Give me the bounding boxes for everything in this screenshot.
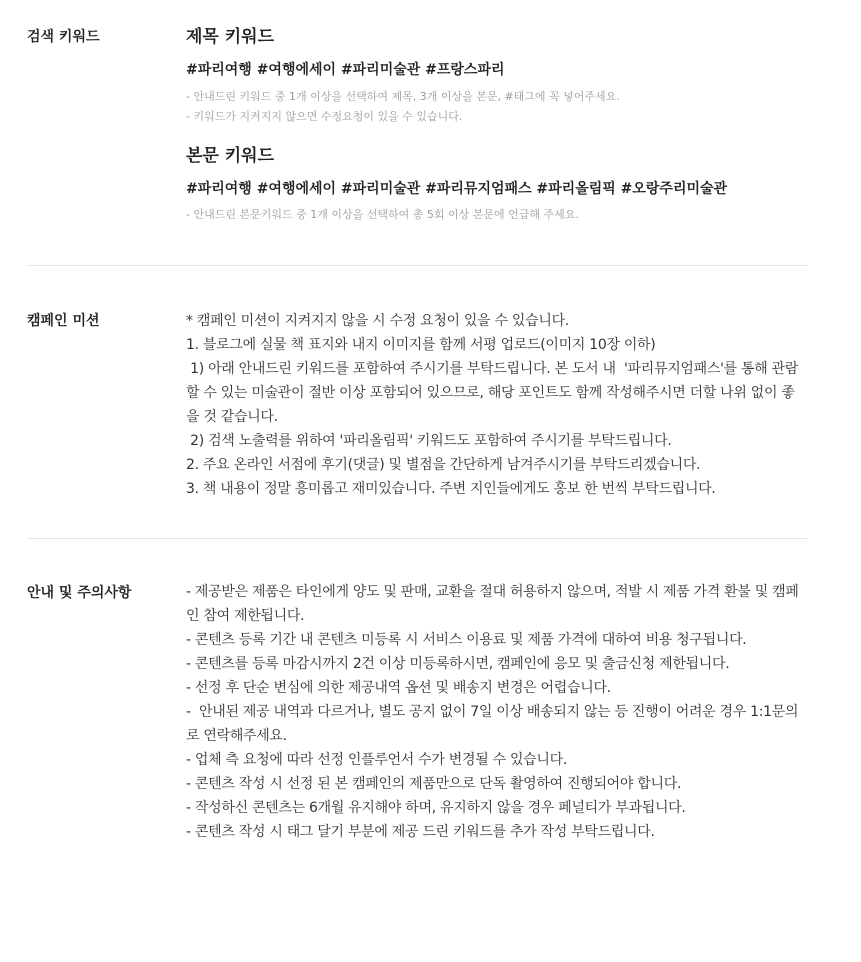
title-keywords-note: - 안내드린 키워드 중 1개 이상을 선택하여 제목, 3개 이상을 본문, #태그에 꼭 넣어주세요. xyxy=(186,90,620,103)
notice-line: - 콘텐츠를 등록 마감시까지 2건 이상 미등록하시면, 캠페인에 응모 및 출금신청 제한됩니다. xyxy=(186,656,730,672)
notice-line: - 제공받은 제품은 타인에게 양도 및 판매, 교환을 절대 허용하지 않으며, 적발 시 제품 가격 환불 및 캠페 xyxy=(186,584,799,600)
mission-line: 할 수 있는 미술관이 절반 이상 포함되어 있으므로, 해당 포인트도 함께 작성해주시면 더할 나위 없이 좋 xyxy=(186,385,795,401)
notice-line: - 업체 측 요청에 따라 선정 인플루언서 수가 변경될 수 있습니다. xyxy=(186,752,568,768)
body-keywords-heading: 본문 키워드 xyxy=(186,146,275,166)
mission-line: 1) 아래 안내드린 키워드를 포함하여 주시기를 부탁드립니다. 본 도서 내 '파리뮤지엄패스'를 통해 관람 xyxy=(186,361,799,377)
title-keywords-tags: #파리여행 #여행에세이 #파리미술관 #프랑스파리 xyxy=(186,62,505,78)
body-keywords-tags: #파리여행 #여행에세이 #파리미술관 #파리뮤지엄패스 #파리올림픽 #오랑주리미술관 xyxy=(186,181,728,197)
mission-line: 을 것 같습니다. xyxy=(186,409,278,425)
mission-line: 3. 책 내용이 정말 흥미롭고 재미있습니다. 주변 지인들에게도 홍보 한 번씩 부탁드립니다. xyxy=(186,481,716,497)
notice-line: 인 참여 제한됩니다. xyxy=(186,608,305,624)
campaign-mission-text xyxy=(186,309,808,501)
notice-label: 안내 및 주의사항 xyxy=(27,585,132,601)
notice-text xyxy=(186,580,808,844)
body-keywords-note: - 안내드린 본문키워드 중 1개 이상을 선택하여 총 5회 이상 본문에 언급해 주세요. xyxy=(186,208,579,221)
search-keywords-content xyxy=(186,26,808,225)
notice-line: 로 연락해주세요. xyxy=(186,728,287,744)
body-keywords-notes xyxy=(186,205,808,225)
mission-line: * 캠페인 미션이 지켜지지 않을 시 수정 요청이 있을 수 있습니다. xyxy=(186,313,569,329)
title-keywords-heading: 제목 키워드 xyxy=(186,27,275,47)
mission-line: 1. 블로그에 실물 책 표지와 내지 이미지를 함께 서평 업로드(이미지 10장 이하) xyxy=(186,337,656,353)
notice-line: - 작성하신 콘텐츠는 6개월 유지해야 하며, 유지하지 않을 경우 페널티가 부과됩니다. xyxy=(186,800,686,816)
mission-line: 2. 주요 온라인 서점에 후기(댓글) 및 별점을 간단하게 남겨주시기를 부탁드리겠습니다. xyxy=(186,457,701,473)
campaign-mission-label: 캠페인 미션 xyxy=(27,313,100,329)
title-keywords-notes xyxy=(186,87,808,127)
title-keywords-note: - 키워드가 지켜지지 않으면 수정요청이 있을 수 있습니다. xyxy=(186,110,463,123)
notice-line: - 콘텐츠 등록 기간 내 콘텐츠 미등록 시 서비스 이용료 및 제품 가격에 대하여 비용 청구됩니다. xyxy=(186,632,747,648)
mission-line: 2) 검색 노출력를 위하여 '파리올림픽' 키워드도 포함하여 주시기를 부탁드립니다. xyxy=(186,433,672,449)
notice-line: - 콘텐츠 작성 시 선정 된 본 캠페인의 제품만으로 단독 촬영하여 진행되어야 합니다. xyxy=(186,776,682,792)
notice-line: - 선정 후 단순 변심에 의한 제공내역 옵션 및 배송지 변경은 어렵습니다. xyxy=(186,680,611,696)
search-keywords-label: 검색 키워드 xyxy=(27,29,100,45)
notice-line: - 콘텐츠 작성 시 태그 달기 부분에 제공 드린 키워드를 추가 작성 부탁드립니다. xyxy=(186,824,655,840)
section-divider xyxy=(27,538,807,539)
section-divider xyxy=(27,265,807,266)
notice-line: - 안내된 제공 내역과 다르거나, 별도 공지 없이 7일 이상 배송되지 않는 등 진행이 어려운 경우 1:1문의 xyxy=(186,704,799,720)
